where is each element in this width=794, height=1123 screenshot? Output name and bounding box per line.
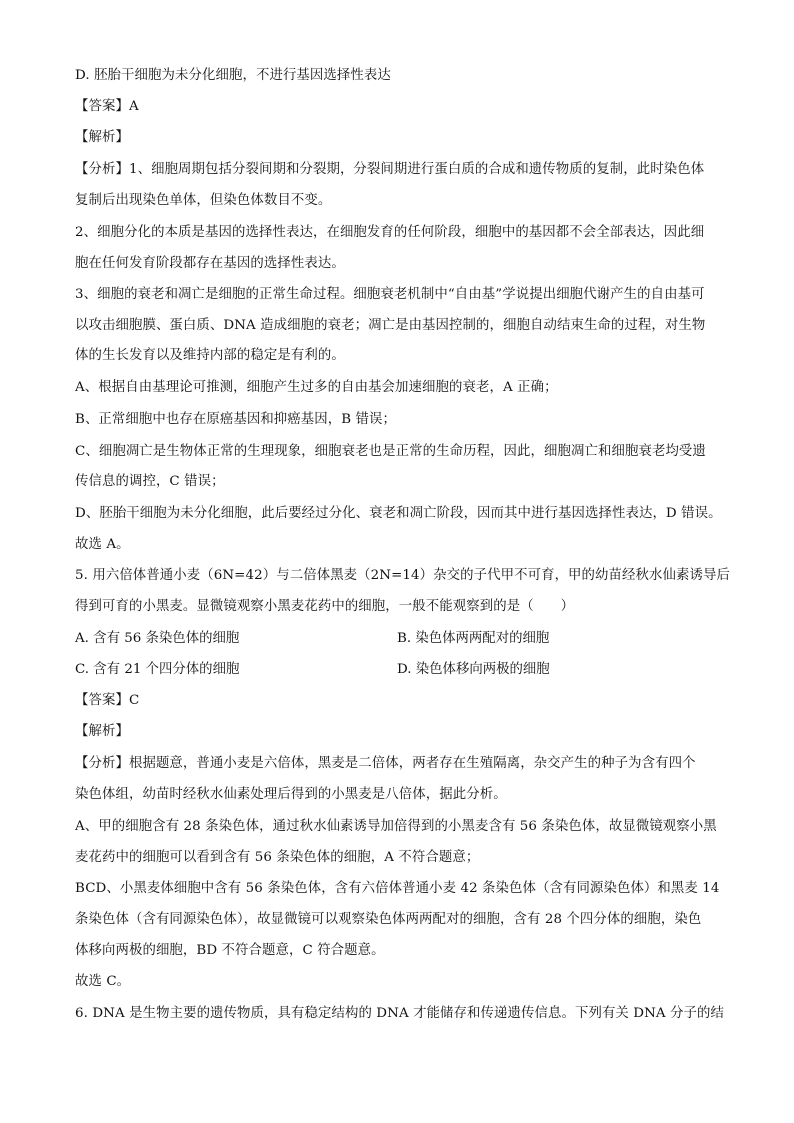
analysis-heading: 【解析】 — [75, 130, 129, 145]
answer-label: 【答案】C — [75, 693, 140, 708]
option-c: C. 含有 21 个四分体的细胞 — [75, 662, 240, 677]
option-b: B. 染色体两两配对的细胞 — [397, 631, 550, 646]
text-line: 2、细胞分化的本质是基因的选择性表达，在细胞发育的任何阶段，细胞中的基因都不会全部表达，因此细 — [75, 225, 705, 240]
option-a: A. 含有 56 条染色体的细胞 — [75, 631, 240, 646]
option-d: D. 染色体移向两极的细胞 — [397, 662, 550, 677]
question-5-stem: 5. 用六倍体普通小麦（6N=42）与二倍体黑麦（2N=14）杂交的子代甲不可育，甲的幼苗经秋水仙素诱导后 — [75, 568, 730, 583]
question-6-stem: 6. DNA 是生物主要的遗传物质，具有稳定结构的 DNA 才能储存和传递遗传信息。下列有关 DNA 分子的结 — [75, 1006, 725, 1021]
text-line: 染色体组，幼苗时经秋水仙素处理后得到的小黑麦是八倍体，据此分析。 — [75, 787, 507, 802]
text-line: 体的生长发育以及维持内部的稳定是有利的。 — [75, 348, 345, 363]
text-line: A、甲的细胞含有 28 条染色体，通过秋水仙素诱导加倍得到的小黑麦含有 56 条染色体，故显微镜观察小黑 — [75, 819, 717, 834]
text-line: 【分析】根据题意，普通小麦是六倍体，黑麦是二倍体，两者存在生殖隔离，杂交产生的种子为含有四个 — [75, 756, 696, 771]
question-5-stem: 得到可育的小黑麦。显微镜观察小黑麦花药中的细胞，一般不能观察到的是（ ） — [75, 599, 575, 614]
text-line: D、胚胎干细胞为未分化细胞，此后要经过分化、衰老和凋亡阶段，因而其中进行基因选择性表达，D 错误。 — [75, 506, 722, 521]
text-line: 传信息的调控，C 错误； — [75, 474, 225, 489]
text-line: A、根据自由基理论可推测，细胞产生过多的自由基会加速细胞的衰老，A 正确； — [75, 380, 558, 395]
text-line: 以攻击细胞膜、蛋白质、DNA 造成细胞的衰老；凋亡是由基因控制的，细胞自动结束生命的过程，对生物 — [75, 318, 706, 333]
text-line: BCD、小黑麦体细胞中含有 56 条染色体，含有六倍体普通小麦 42 条染色体（含有同源染色体）和黑麦 14 — [75, 881, 720, 896]
text-line: 故选 C。 — [75, 974, 131, 989]
text-line: B、正常细胞中也存在原癌基因和抑癌基因，B 错误； — [75, 412, 397, 427]
text-line: 麦花药中的细胞可以看到含有 56 条染色体的细胞，A 不符合题意； — [75, 850, 480, 865]
text-line: 复制后出现染色单体，但染色体数目不变。 — [75, 193, 332, 208]
text-line: 故选 A。 — [75, 537, 130, 552]
text-line: 【分析】1、细胞周期包括分裂间期和分裂期，分裂间期进行蛋白质的合成和遗传物质的复制，此时染色体 — [75, 162, 705, 177]
text-line: 3、细胞的衰老和凋亡是细胞的正常生命过程。细胞衰老机制中“自由基”学说提出细胞代谢产生的自由基可 — [75, 287, 705, 302]
text-line: 条染色体（含有同源染色体），故显微镜可以观察染色体两两配对的细胞，含有 28 个四分体的细胞，染色 — [75, 912, 702, 927]
text-line: 体移向两极的细胞，BD 不符合题意，C 符合题意。 — [75, 943, 385, 958]
text-line: C、细胞凋亡是生物体正常的生理现象，细胞衰老也是正常的生命历程，因此，细胞凋亡和细胞衰老均受遗 — [75, 444, 706, 459]
text-line: D. 胚胎干细胞为未分化细胞，不进行基因选择性表达 — [75, 68, 391, 83]
text-line: 胞在任何发育阶段都存在基因的选择性表达。 — [75, 256, 345, 271]
analysis-heading: 【解析】 — [75, 724, 129, 739]
answer-label: 【答案】A — [75, 99, 139, 114]
